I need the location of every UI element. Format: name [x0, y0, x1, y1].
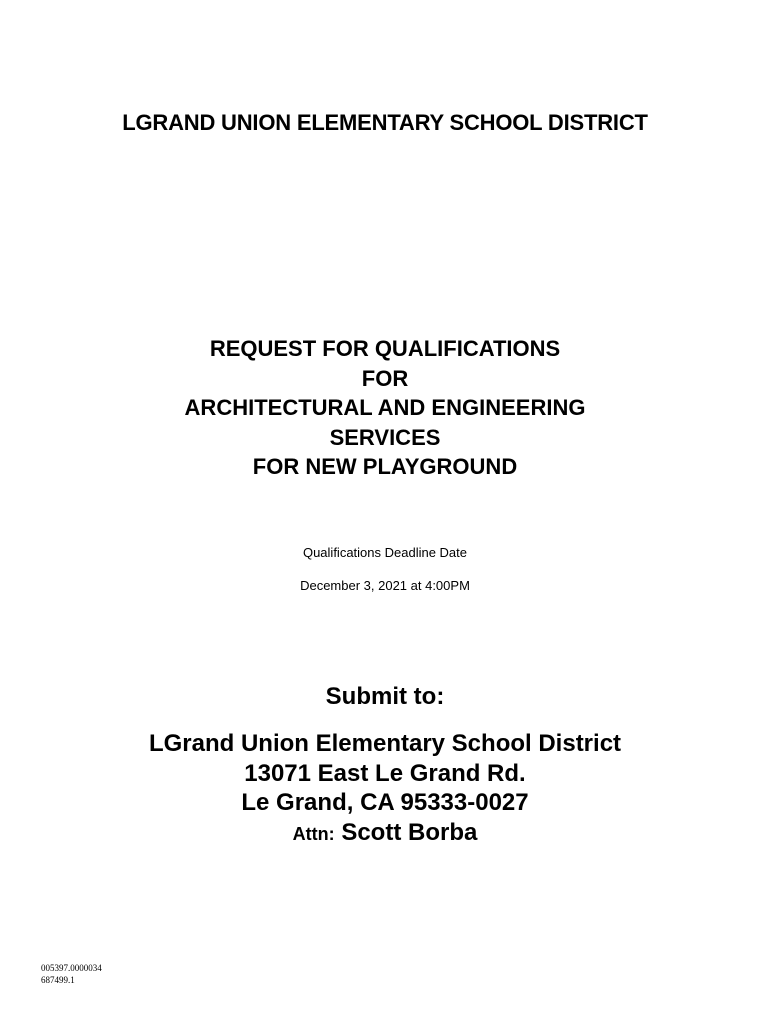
- rfq-title-block: [0, 334, 770, 482]
- address-city-state-zip: Le Grand, CA 95333-0027: [241, 789, 529, 816]
- rfq-line: FOR: [361, 365, 409, 391]
- attn-label: Attn:: [292, 823, 335, 844]
- document-id: 687499.1: [41, 975, 75, 985]
- address-block: [0, 729, 770, 849]
- rfq-line: ARCHITECTURAL AND ENGINEERING: [184, 395, 586, 420]
- attn-name: Scott Borba: [341, 818, 478, 846]
- deadline-label: Qualifications Deadline Date: [302, 545, 468, 560]
- rfq-line: SERVICES: [329, 424, 441, 450]
- rfq-line: FOR NEW PLAYGROUND: [252, 454, 518, 479]
- address-street: 13071 East Le Grand Rd.: [244, 759, 526, 787]
- document-id: 005397.0000034: [41, 963, 102, 973]
- district-title: LGRAND UNION ELEMENTARY SCHOOL DISTRICT: [122, 110, 648, 135]
- deadline-date: December 3, 2021 at 4:00PM: [300, 578, 470, 593]
- rfq-line: REQUEST FOR QUALIFICATIONS: [209, 336, 561, 361]
- address-name: LGrand Union Elementary School District: [148, 730, 622, 757]
- document-ids: [41, 962, 102, 986]
- submit-heading: Submit to:: [325, 683, 445, 710]
- address-attn: [0, 818, 770, 850]
